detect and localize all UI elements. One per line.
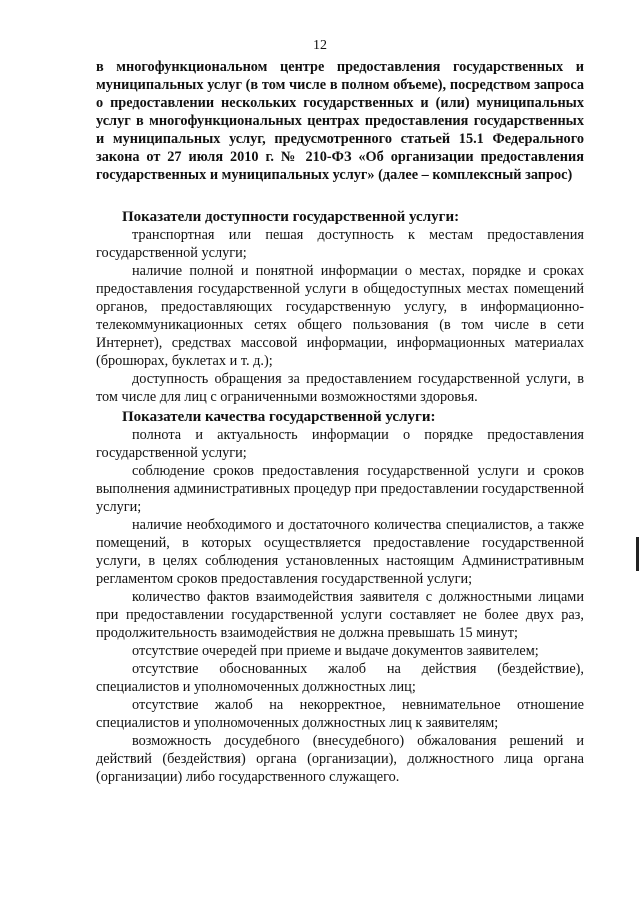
quality-item: соблюдение сроков предоставления государственной услуги и сроков выполнения административных процедур при предоставлении государственной услуги; (96, 463, 584, 515)
scan-edge-mark (636, 537, 639, 571)
section-heading-accessibility: Показатели доступности государственной услуги: (122, 209, 460, 225)
quality-item: наличие необходимого и достаточного количества специалистов, а также помещений, в которых осуществляется предоставление государственной услуги, в целях соблюдения установленных настоящим Административным регламентом сроков предоставления государственной услуги; (96, 517, 584, 587)
quality-item: отсутствие очередей при приеме и выдаче документов заявителем; (132, 643, 539, 659)
quality-item: отсутствие обоснованных жалоб на действия (бездействие), специалистов и уполномоченных должностных лиц; (96, 661, 584, 695)
page-number: 12 (313, 38, 327, 53)
accessibility-item: доступность обращения за предоставлением государственной услуги, в том числе для лиц с ограниченными возможностями здоровья. (96, 371, 584, 405)
document-body (96, 58, 584, 786)
intro-paragraph: в многофункциональном центре предоставления государственных и муниципальных услуг (в том числе в полном объеме), посредством запроса о предоставлении нескольких государственных и (или) муниципальных услуг в многофункциональных центрах предоставления государственных и муниципальных услуг, предусмотренного статьей 15.1 Федерального закона от 27 июля 2010 г. № 210-ФЗ «Об организации предоставления государственных и муниципальных услуг» (далее – комплексный запрос) (96, 59, 584, 183)
section-heading-quality: Показатели качества государственной услуги: (122, 409, 436, 425)
accessibility-item: наличие полной и понятной информации о местах, порядке и сроках предоставления государственной услуги в общедоступных местах помещений органов, предоставляющих государственную услугу, в информационно-телекоммуникационных сетях общего пользования (в том числе в сети Интернет), средствах массовой информации, информационных материалах (брошюрах, буклетах и т. д.); (96, 263, 584, 369)
quality-item: отсутствие жалоб на некорректное, невнимательное отношение специалистов и уполномоченных должностных лиц к заявителям; (96, 697, 584, 731)
quality-item: возможность досудебного (внесудебного) обжалования решений и действий (бездействия) органа (организации), должностного лица органа (организации) либо государственного служащего. (96, 733, 584, 785)
quality-item: количество фактов взаимодействия заявителя с должностными лицами при предоставлении государственной услуги составляет не более двух раз, продолжительность взаимодействия не должна превышать 15 минут; (96, 589, 584, 641)
accessibility-item: транспортная или пешая доступность к местам предоставления государственной услуги; (96, 227, 584, 261)
quality-item: полнота и актуальность информации о порядке предоставления государственной услуги; (96, 427, 584, 461)
